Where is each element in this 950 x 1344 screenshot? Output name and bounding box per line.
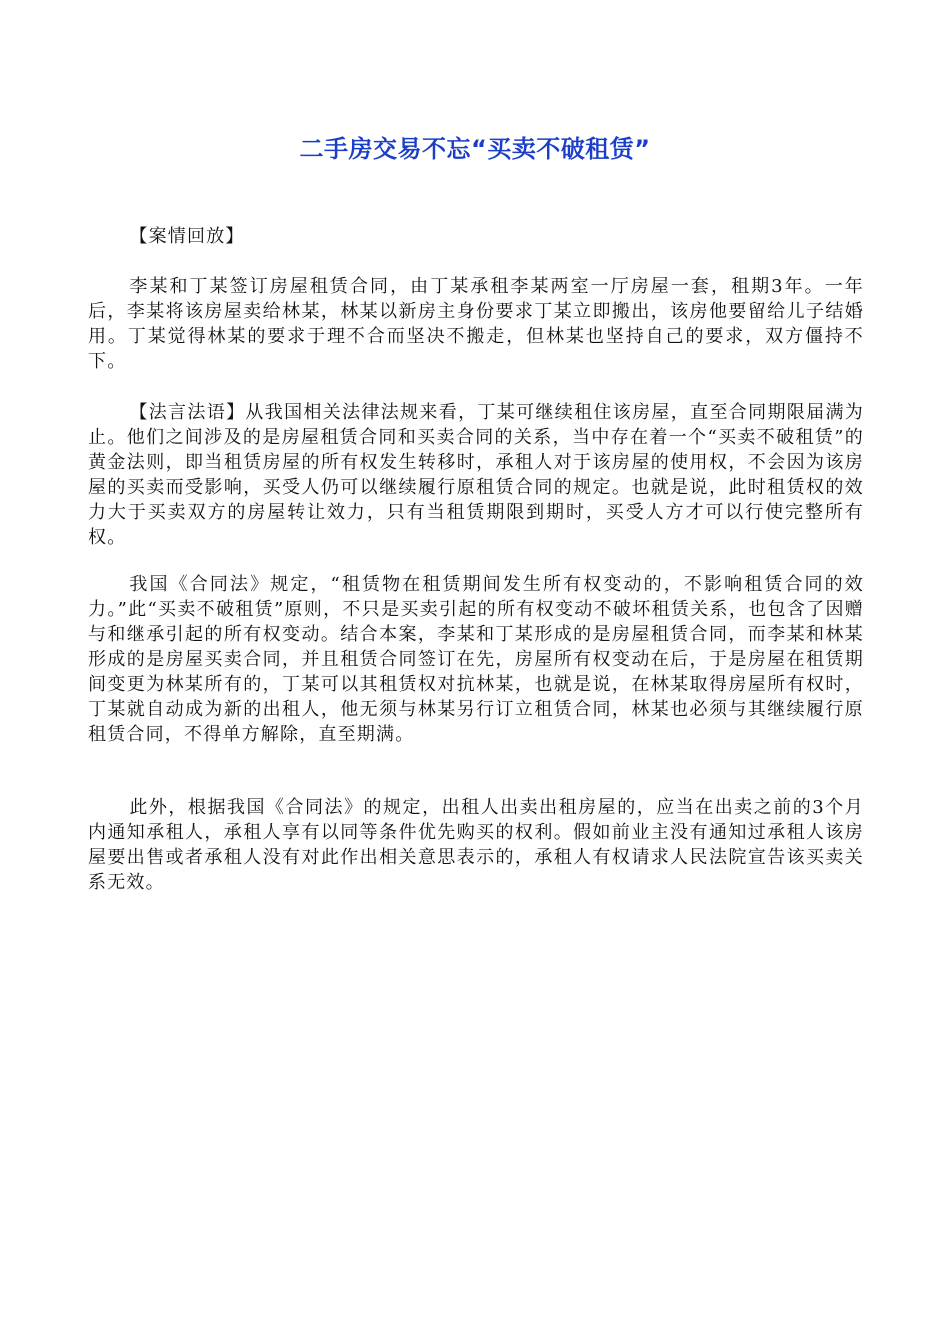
paragraph-text: 此外，根据我国《合同法》的规定，出租人出卖出租房屋的，应当在出卖之前的3个月内通知承租人，承租人享有以同等条件优先购买的权利。假如前业主没有通知过承租人该房屋要出售或者承租人没有对此作出相关意思表示的，承租人有权请求人民法院宣告该买卖关系无效。 [88, 797, 864, 893]
paragraph-text: 【法言法语】从我国相关法律法规来看，丁某可继续租住该房屋，直至合同期限届满为止。他们之间涉及的是房屋租赁合同和买卖合同的关系，当中存在着一个“买卖不破租赁”的黄金法则，即当租赁房屋的所有权发生转移时，承租人对于该房屋的使用权，不会因为该房屋的买卖而受影响，买受人仍可以继续履行原租赁合同的规定。也就是说，此时租赁权的效力大于买卖双方的房屋转让效力，只有当租赁期限到期时，买受人方才可以行使完整所有权。 [88, 402, 864, 548]
paragraph-contract-law [88, 572, 864, 747]
paragraph-case-facts [88, 274, 864, 374]
page-title: 二手房交易不忘“买卖不破租赁” [299, 135, 651, 163]
paragraph-preemption-right [88, 795, 864, 895]
paragraph-text: 李某和丁某签订房屋租赁合同，由丁某承租李某两室一厅房屋一套，租期3年。一年后，李某将该房屋卖给林某，林某以新房主身份要求丁某立即搬出，该房他要留给儿子结婚用。丁某觉得林某的要求于理不合而坚决不搬走，但林某也坚持自己的要求，双方僵持不下。 [88, 276, 864, 372]
case-heading: 【案情回放】 [129, 226, 245, 247]
paragraph-text: 我国《合同法》规定，“租赁物在租赁期间发生所有权变动的，不影响租赁合同的效力。”此“买卖不破租赁”原则，不只是买卖引起的所有权变动不破坏租赁关系，也包含了因赠与和继承引起的所有权变动。结合本案，李某和丁某形成的是房屋租赁合同，而李某和林某形成的是房屋买卖合同，并且租赁合同签订在先，房屋所有权变动在后，于是房屋在租赁期间变更为林某所有的，丁某可以其租赁权对抗林某，也就是说，在林某取得房屋所有权时，丁某就自动成为新的出租人，他无须与林某另行订立租赁合同，林某也必须与其继续履行原租赁合同，不得单方解除，直至期满。 [88, 574, 864, 745]
paragraph-legal-analysis [88, 400, 864, 550]
